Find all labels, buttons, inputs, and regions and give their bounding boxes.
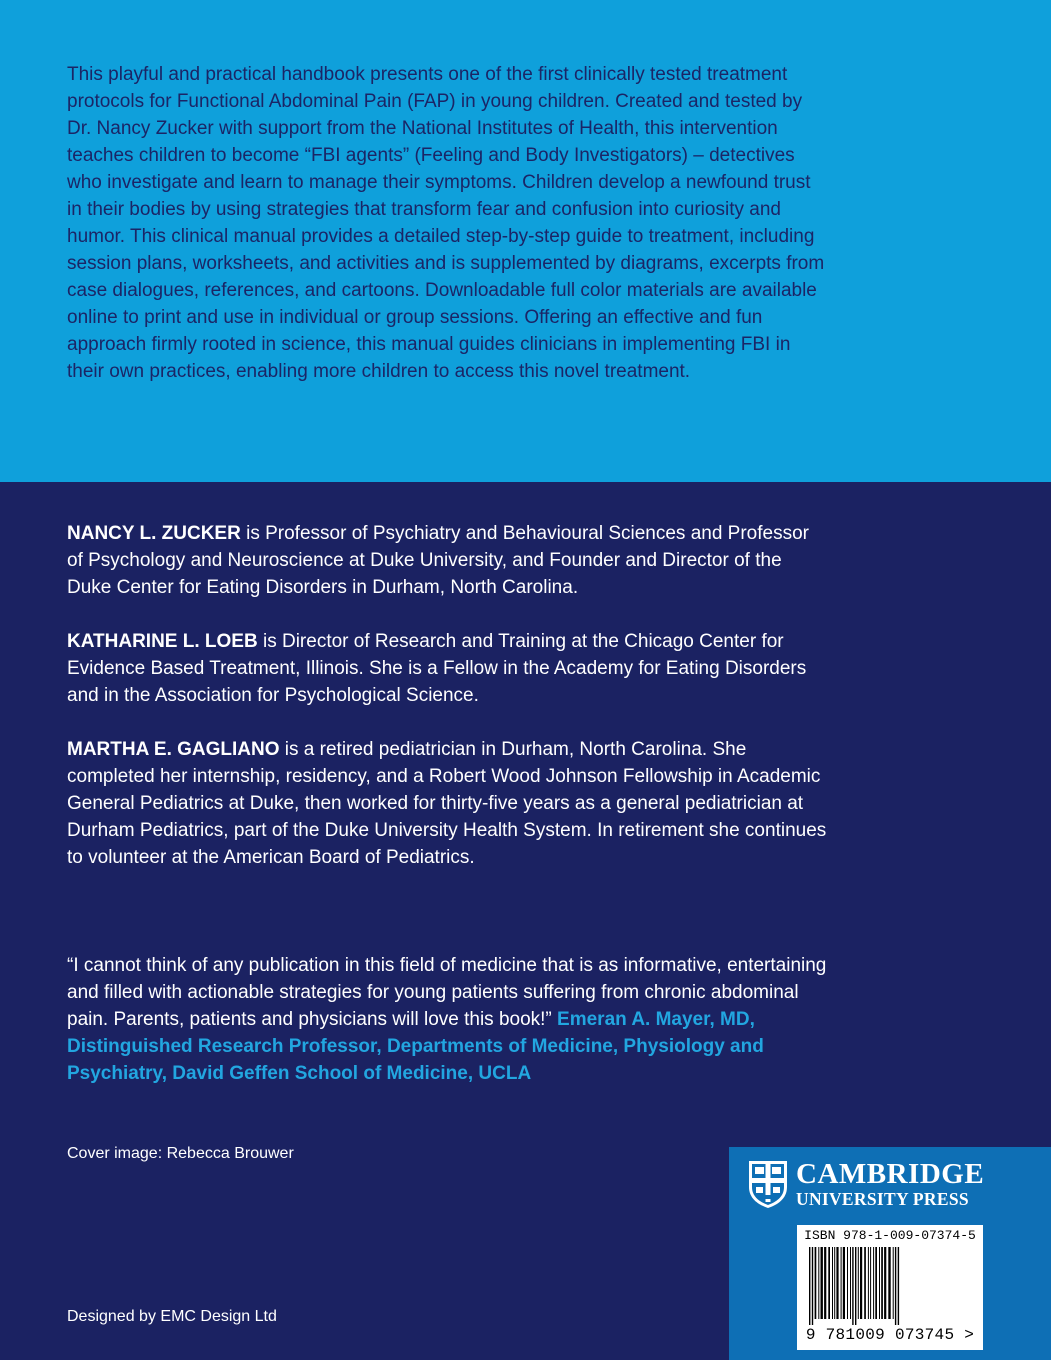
publisher-logo [747, 1159, 1047, 1209]
endorsement [67, 952, 827, 1087]
endorsement-attribution: Emeran A. Mayer, MD, Distinguished Research Professor, Departments of Medicine, Physiology and Psychiatry, David Geffen School of Medicine, UCLA [67, 1009, 764, 1084]
endorsement-quote: “I cannot think of any publication in this field of medicine that is as informative, entertaining and filled with actionable strategies for young patients suffering from chronic abdominal pain. Parents, patients and physicians will love this book!” [67, 955, 827, 1030]
publisher-name-line1: CAMBRIDGE [796, 1158, 985, 1190]
description-panel [0, 0, 1051, 482]
publisher-wordmark [796, 1159, 984, 1209]
isbn-label: ISBN 978-1-009-07374-5 [804, 1228, 976, 1243]
publisher-name-line2: UNIVERSITY PRESS [796, 1189, 969, 1209]
author-bio-text: is Director of Research and Training at the Chicago Center for Evidence Based Treatment, Illinois. She is a Fellow in the Academy for Eating Disorders and in the Association for Psychological Science. [67, 631, 807, 706]
author-name: KATHARINE L. LOEB [67, 631, 258, 652]
barcode-bars [801, 1247, 979, 1325]
author-bio [67, 520, 827, 601]
isbn-barcode [797, 1225, 983, 1350]
author-bio-text: is Professor of Psychiatry and Behavioural Sciences and Professor of Psychology and Neuroscience at Duke University, and Founder and Director of the Duke Center for Eating Disorders in Durham, North Carolina. [67, 523, 809, 598]
author-bio [67, 736, 827, 871]
author-bio-text: is a retired pediatrician in Durham, North Carolina. She completed her internship, residency, and a Robert Wood Johnson Fellowship in Academic General Pediatrics at Duke, then worked for thirty-five years as a general pediatrician at Durham Pediatrics, part of the Duke University Health System. In retirement she continues to volunteer at the American Board of Pediatrics. [67, 739, 827, 868]
barcode-digits: 9 781009 073745 > [805, 1326, 975, 1344]
cambridge-crest-icon [747, 1159, 789, 1209]
author-name: NANCY L. ZUCKER [67, 523, 241, 544]
cover-image-credit: Cover image: Rebecca Brouwer [67, 1145, 294, 1162]
author-name: MARTHA E. GAGLIANO [67, 739, 280, 760]
book-description: This playful and practical handbook presents one of the first clinically tested treatment protocols for Functional Abdominal Pain (FAP) in young children. Created and tested by Dr. Nancy Zucker with support from the National Institutes of Health, this intervention teaches children to become “FBI agents” (Feeling and Body Investigators) – detectives who investigate and learn to manage their symptoms. Children develop a newfound trust in their bodies by using strategies that transform fear and confusion into curiosity and humor. This clinical manual provides a detailed step-by-step guide to treatment, including session plans, worksheets, and activities and is supplemented by diagrams, excerpts from case dialogues, references, and cartoons. Downloadable full color materials are available online to print and use in individual or group sessions. Offering an effective and fun approach firmly rooted in science, this manual guides clinicians in implementing FBI in their own practices, enabling more children to access this novel treatment. [67, 64, 825, 382]
author-bio [67, 628, 827, 709]
designer-credit: Designed by EMC Design Ltd [67, 1308, 277, 1325]
